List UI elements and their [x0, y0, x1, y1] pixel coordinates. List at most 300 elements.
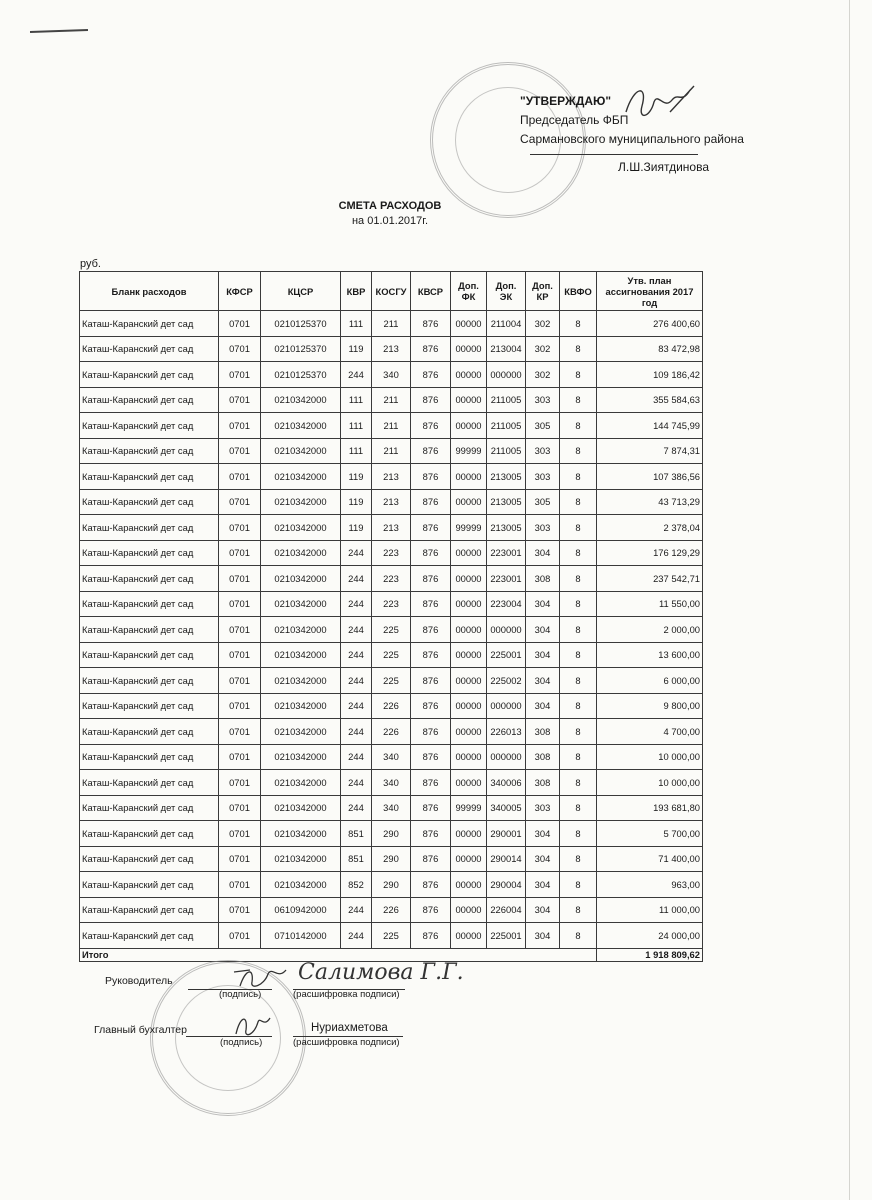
code-cell: 0210342000	[261, 617, 341, 643]
code-cell: 303	[526, 438, 560, 464]
table-row	[80, 668, 703, 694]
code-cell: 8	[560, 642, 597, 668]
amount-cell: 43 713,29	[597, 489, 703, 515]
row-label-cell: Каташ-Каранский дет сад	[80, 821, 219, 847]
code-cell: 0210342000	[261, 846, 341, 872]
row-label-cell: Каташ-Каранский дет сад	[80, 846, 219, 872]
code-cell: 225	[372, 642, 411, 668]
code-cell: 876	[411, 642, 451, 668]
amount-cell: 237 542,71	[597, 566, 703, 592]
code-cell: 00000	[451, 362, 487, 388]
amount-cell: 4 700,00	[597, 719, 703, 745]
code-cell: 8	[560, 872, 597, 898]
code-cell: 0701	[219, 642, 261, 668]
code-cell: 302	[526, 362, 560, 388]
row-label-cell: Каташ-Каранский дет сад	[80, 617, 219, 643]
code-cell: 00000	[451, 387, 487, 413]
code-cell: 8	[560, 744, 597, 770]
col-header: Бланк расходов	[80, 272, 219, 311]
code-cell: 290004	[487, 872, 526, 898]
code-cell: 304	[526, 668, 560, 694]
code-cell: 00000	[451, 744, 487, 770]
code-cell: 0701	[219, 668, 261, 694]
col-header: Доп. КР	[526, 272, 560, 311]
row-label-cell: Каташ-Каранский дет сад	[80, 744, 219, 770]
code-cell: 0701	[219, 362, 261, 388]
code-cell: 0210342000	[261, 438, 341, 464]
code-cell: 00000	[451, 719, 487, 745]
code-cell: 8	[560, 566, 597, 592]
code-cell: 225001	[487, 923, 526, 949]
code-cell: 340	[372, 744, 411, 770]
code-cell: 340	[372, 362, 411, 388]
code-cell: 00000	[451, 617, 487, 643]
code-cell: 244	[341, 668, 372, 694]
code-cell: 0610942000	[261, 897, 341, 923]
amount-cell: 9 800,00	[597, 693, 703, 719]
table-row	[80, 795, 703, 821]
code-cell: 225	[372, 668, 411, 694]
code-cell: 226	[372, 719, 411, 745]
amount-cell: 11 550,00	[597, 591, 703, 617]
code-cell: 308	[526, 719, 560, 745]
code-cell: 00000	[451, 668, 487, 694]
code-cell: 304	[526, 872, 560, 898]
code-cell: 223004	[487, 591, 526, 617]
code-cell: 308	[526, 744, 560, 770]
code-cell: 0701	[219, 464, 261, 490]
code-cell: 876	[411, 719, 451, 745]
code-cell: 0701	[219, 744, 261, 770]
amount-cell: 13 600,00	[597, 642, 703, 668]
code-cell: 0701	[219, 311, 261, 337]
code-cell: 00000	[451, 464, 487, 490]
code-cell: 00000	[451, 591, 487, 617]
table-row	[80, 693, 703, 719]
code-cell: 00000	[451, 413, 487, 439]
row-label-cell: Каташ-Каранский дет сад	[80, 387, 219, 413]
code-cell: 876	[411, 438, 451, 464]
code-cell: 876	[411, 795, 451, 821]
amount-cell: 71 400,00	[597, 846, 703, 872]
code-cell: 111	[341, 438, 372, 464]
code-cell: 0701	[219, 336, 261, 362]
code-cell: 244	[341, 642, 372, 668]
row-label-cell: Каташ-Каранский дет сад	[80, 693, 219, 719]
code-cell: 290	[372, 821, 411, 847]
code-cell: 876	[411, 744, 451, 770]
code-cell: 0210342000	[261, 387, 341, 413]
code-cell: 876	[411, 897, 451, 923]
row-label-cell: Каташ-Каранский дет сад	[80, 438, 219, 464]
code-cell: 303	[526, 464, 560, 490]
code-cell: 303	[526, 515, 560, 541]
code-cell: 244	[341, 362, 372, 388]
code-cell: 99999	[451, 515, 487, 541]
code-cell: 244	[341, 770, 372, 796]
code-cell: 876	[411, 821, 451, 847]
row-label-cell: Каташ-Каранский дет сад	[80, 591, 219, 617]
code-cell: 305	[526, 413, 560, 439]
code-cell: 0210342000	[261, 693, 341, 719]
code-cell: 0210342000	[261, 795, 341, 821]
code-cell: 0701	[219, 795, 261, 821]
approval-organization: Сармановского муниципального района	[520, 132, 744, 146]
amount-cell: 193 681,80	[597, 795, 703, 821]
approval-signature-line	[530, 154, 698, 155]
code-cell: 213005	[487, 464, 526, 490]
code-cell: 305	[526, 489, 560, 515]
row-label-cell: Каташ-Каранский дет сад	[80, 515, 219, 541]
code-cell: 340	[372, 770, 411, 796]
col-header: КВСР	[411, 272, 451, 311]
amount-cell: 7 874,31	[597, 438, 703, 464]
code-cell: 8	[560, 362, 597, 388]
code-cell: 8	[560, 336, 597, 362]
code-cell: 213	[372, 489, 411, 515]
code-cell: 8	[560, 464, 597, 490]
code-cell: 0701	[219, 693, 261, 719]
code-cell: 244	[341, 566, 372, 592]
code-cell: 0701	[219, 617, 261, 643]
amount-cell: 24 000,00	[597, 923, 703, 949]
head-label: Руководитель	[105, 975, 173, 987]
code-cell: 303	[526, 387, 560, 413]
amount-cell: 11 000,00	[597, 897, 703, 923]
amount-cell: 355 584,63	[597, 387, 703, 413]
code-cell: 244	[341, 617, 372, 643]
code-cell: 340005	[487, 795, 526, 821]
code-cell: 0210342000	[261, 719, 341, 745]
code-cell: 119	[341, 489, 372, 515]
accountant-label: Главный бухгалтер	[94, 1024, 187, 1036]
code-cell: 99999	[451, 438, 487, 464]
table-row	[80, 897, 703, 923]
code-cell: 304	[526, 693, 560, 719]
code-cell: 0701	[219, 872, 261, 898]
code-cell: 8	[560, 489, 597, 515]
code-cell: 211005	[487, 413, 526, 439]
code-cell: 0701	[219, 719, 261, 745]
code-cell: 876	[411, 770, 451, 796]
code-cell: 111	[341, 413, 372, 439]
code-cell: 00000	[451, 770, 487, 796]
col-header: КЦСР	[261, 272, 341, 311]
code-cell: 0210342000	[261, 591, 341, 617]
code-cell: 876	[411, 336, 451, 362]
row-label-cell: Каташ-Каранский дет сад	[80, 668, 219, 694]
code-cell: 0701	[219, 540, 261, 566]
code-cell: 8	[560, 617, 597, 643]
code-cell: 308	[526, 566, 560, 592]
code-cell: 8	[560, 668, 597, 694]
table-row	[80, 387, 703, 413]
code-cell: 851	[341, 821, 372, 847]
code-cell: 99999	[451, 795, 487, 821]
code-cell: 244	[341, 540, 372, 566]
code-cell: 8	[560, 923, 597, 949]
code-cell: 0210125370	[261, 336, 341, 362]
col-header: Доп. ФК	[451, 272, 487, 311]
code-cell: 00000	[451, 489, 487, 515]
code-cell: 00000	[451, 566, 487, 592]
code-cell: 0210342000	[261, 515, 341, 541]
code-cell: 111	[341, 311, 372, 337]
amount-cell: 109 186,42	[597, 362, 703, 388]
code-cell: 8	[560, 846, 597, 872]
table-row	[80, 642, 703, 668]
code-cell: 0701	[219, 438, 261, 464]
code-cell: 0210342000	[261, 744, 341, 770]
code-cell: 226	[372, 897, 411, 923]
code-cell: 8	[560, 719, 597, 745]
table-row	[80, 591, 703, 617]
code-cell: 0210342000	[261, 566, 341, 592]
code-cell: 00000	[451, 872, 487, 898]
code-cell: 0210125370	[261, 362, 341, 388]
code-cell: 290014	[487, 846, 526, 872]
code-cell: 0210125370	[261, 311, 341, 337]
code-cell: 00000	[451, 923, 487, 949]
table-row	[80, 413, 703, 439]
code-cell: 211	[372, 311, 411, 337]
code-cell: 302	[526, 336, 560, 362]
code-cell: 244	[341, 693, 372, 719]
code-cell: 225001	[487, 642, 526, 668]
row-label-cell: Каташ-Каранский дет сад	[80, 336, 219, 362]
code-cell: 8	[560, 438, 597, 464]
expense-table	[79, 271, 703, 962]
code-cell: 00000	[451, 336, 487, 362]
code-cell: 0701	[219, 897, 261, 923]
head-decode-caption: (расшифровка подписи)	[293, 989, 400, 1000]
code-cell: 8	[560, 515, 597, 541]
code-cell: 876	[411, 540, 451, 566]
code-cell: 8	[560, 770, 597, 796]
table-row	[80, 464, 703, 490]
code-cell: 0710142000	[261, 923, 341, 949]
code-cell: 211005	[487, 387, 526, 413]
code-cell: 304	[526, 591, 560, 617]
code-cell: 876	[411, 693, 451, 719]
table-row	[80, 489, 703, 515]
table-row	[80, 515, 703, 541]
row-label-cell: Каташ-Каранский дет сад	[80, 642, 219, 668]
code-cell: 0701	[219, 489, 261, 515]
code-cell: 0210342000	[261, 770, 341, 796]
code-cell: 290	[372, 872, 411, 898]
code-cell: 119	[341, 464, 372, 490]
table-row	[80, 438, 703, 464]
code-cell: 000000	[487, 617, 526, 643]
code-cell: 0210342000	[261, 489, 341, 515]
code-cell: 00000	[451, 693, 487, 719]
table-row	[80, 566, 703, 592]
code-cell: 223001	[487, 566, 526, 592]
code-cell: 303	[526, 795, 560, 821]
code-cell: 304	[526, 897, 560, 923]
row-label-cell: Каташ-Каранский дет сад	[80, 566, 219, 592]
amount-cell: 276 400,60	[597, 311, 703, 337]
code-cell: 876	[411, 923, 451, 949]
row-label-cell: Каташ-Каранский дет сад	[80, 872, 219, 898]
code-cell: 0701	[219, 770, 261, 796]
code-cell: 0701	[219, 591, 261, 617]
accountant-decode-caption: (расшифровка подписи)	[293, 1037, 400, 1048]
code-cell: 876	[411, 591, 451, 617]
code-cell: 211005	[487, 438, 526, 464]
code-cell: 876	[411, 515, 451, 541]
head-sign-caption: (подпись)	[219, 989, 262, 1000]
code-cell: 244	[341, 923, 372, 949]
code-cell: 876	[411, 668, 451, 694]
currency-unit: руб.	[80, 258, 101, 270]
table-row	[80, 821, 703, 847]
code-cell: 0210342000	[261, 413, 341, 439]
head-signature	[230, 960, 290, 992]
code-cell: 211	[372, 387, 411, 413]
code-cell: 226013	[487, 719, 526, 745]
code-cell: 876	[411, 846, 451, 872]
accountant-sign-caption: (подпись)	[220, 1037, 263, 1048]
page-edge	[849, 0, 850, 1200]
code-cell: 340	[372, 795, 411, 821]
code-cell: 0701	[219, 821, 261, 847]
code-cell: 213	[372, 336, 411, 362]
code-cell: 0701	[219, 515, 261, 541]
code-cell: 8	[560, 540, 597, 566]
row-label-cell: Каташ-Каранский дет сад	[80, 413, 219, 439]
amount-cell: 963,00	[597, 872, 703, 898]
code-cell: 244	[341, 591, 372, 617]
code-cell: 876	[411, 387, 451, 413]
amount-cell: 83 472,98	[597, 336, 703, 362]
code-cell: 308	[526, 770, 560, 796]
row-label-cell: Каташ-Каранский дет сад	[80, 897, 219, 923]
code-cell: 225	[372, 923, 411, 949]
row-label-cell: Каташ-Каранский дет сад	[80, 311, 219, 337]
code-cell: 8	[560, 413, 597, 439]
amount-cell: 6 000,00	[597, 668, 703, 694]
amount-cell: 5 700,00	[597, 821, 703, 847]
head-handwritten-name: Салимова Г.Г.	[298, 960, 464, 985]
code-cell: 211	[372, 413, 411, 439]
code-cell: 8	[560, 387, 597, 413]
code-cell: 00000	[451, 821, 487, 847]
code-cell: 213	[372, 464, 411, 490]
scan-artifact	[30, 29, 88, 33]
code-cell: 00000	[451, 642, 487, 668]
amount-cell: 107 386,56	[597, 464, 703, 490]
code-cell: 000000	[487, 693, 526, 719]
code-cell: 0210342000	[261, 821, 341, 847]
code-cell: 119	[341, 515, 372, 541]
code-cell: 0701	[219, 923, 261, 949]
code-cell: 00000	[451, 540, 487, 566]
code-cell: 0701	[219, 566, 261, 592]
code-cell: 226	[372, 693, 411, 719]
code-cell: 876	[411, 617, 451, 643]
code-cell: 8	[560, 311, 597, 337]
code-cell: 211004	[487, 311, 526, 337]
row-label-cell: Каташ-Каранский дет сад	[80, 464, 219, 490]
row-label-cell: Каташ-Каранский дет сад	[80, 362, 219, 388]
approval-name: Л.Ш.Зиятдинова	[618, 160, 710, 174]
code-cell: 119	[341, 336, 372, 362]
code-cell: 213	[372, 515, 411, 541]
code-cell: 302	[526, 311, 560, 337]
table-row	[80, 846, 703, 872]
amount-cell: 2 000,00	[597, 617, 703, 643]
amount-cell: 2 378,04	[597, 515, 703, 541]
code-cell: 0701	[219, 387, 261, 413]
code-cell: 223	[372, 566, 411, 592]
code-cell: 340006	[487, 770, 526, 796]
code-cell: 223	[372, 540, 411, 566]
row-label-cell: Каташ-Каранский дет сад	[80, 540, 219, 566]
code-cell: 304	[526, 540, 560, 566]
code-cell: 00000	[451, 311, 487, 337]
code-cell: 000000	[487, 362, 526, 388]
approval-label: "УТВЕРЖДАЮ"	[520, 94, 612, 108]
amount-cell: 176 129,29	[597, 540, 703, 566]
code-cell: 244	[341, 744, 372, 770]
document-date: на 01.01.2017г.	[351, 215, 429, 227]
code-cell: 0701	[219, 413, 261, 439]
table-header-row	[80, 272, 703, 311]
code-cell: 223001	[487, 540, 526, 566]
code-cell: 876	[411, 566, 451, 592]
col-header: Доп. ЭК	[487, 272, 526, 311]
code-cell: 290001	[487, 821, 526, 847]
row-label-cell: Каташ-Каранский дет сад	[80, 770, 219, 796]
col-header: КФСР	[219, 272, 261, 311]
table-row	[80, 617, 703, 643]
code-cell: 213005	[487, 515, 526, 541]
code-cell: 876	[411, 464, 451, 490]
code-cell: 8	[560, 795, 597, 821]
table-row	[80, 923, 703, 949]
code-cell: 8	[560, 897, 597, 923]
amount-cell: 144 745,99	[597, 413, 703, 439]
code-cell: 876	[411, 872, 451, 898]
row-label-cell: Каташ-Каранский дет сад	[80, 795, 219, 821]
code-cell: 226004	[487, 897, 526, 923]
total-value: 1 918 809,62	[597, 948, 703, 961]
code-cell: 213005	[487, 489, 526, 515]
code-cell: 0701	[219, 846, 261, 872]
code-cell: 876	[411, 413, 451, 439]
col-header: КВР	[341, 272, 372, 311]
approval-signature	[620, 82, 700, 124]
document-title: СМЕТА РАСХОДОВ	[338, 200, 442, 212]
code-cell: 0210342000	[261, 872, 341, 898]
code-cell: 851	[341, 846, 372, 872]
code-cell: 211	[372, 438, 411, 464]
code-cell: 304	[526, 923, 560, 949]
code-cell: 290	[372, 846, 411, 872]
code-cell: 8	[560, 591, 597, 617]
table-row	[80, 770, 703, 796]
code-cell: 876	[411, 362, 451, 388]
col-header: Утв. план ассигнования 2017 год	[597, 272, 703, 311]
code-cell: 225	[372, 617, 411, 643]
col-header: КОСГУ	[372, 272, 411, 311]
table-row	[80, 872, 703, 898]
table-row	[80, 540, 703, 566]
code-cell: 00000	[451, 897, 487, 923]
code-cell: 0210342000	[261, 642, 341, 668]
